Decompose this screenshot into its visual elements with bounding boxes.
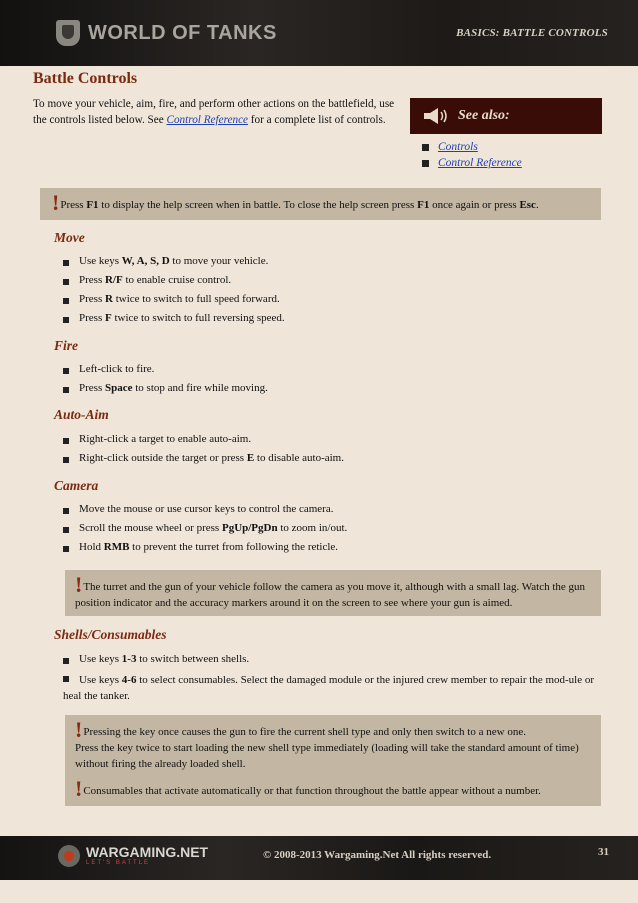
note-paragraph: Press the key twice to start loading the new shell type immediately (loading will take the standard amount of time) without firing the already loaded shell. [75, 742, 579, 770]
page-header [0, 0, 638, 66]
key-label: R [104, 293, 113, 305]
note-text: once again or press [429, 199, 520, 211]
list-item [63, 382, 268, 401]
bullet-icon [63, 279, 69, 285]
intro-text-2: for a complete list of controls. [248, 114, 386, 126]
item-text: Use keys [79, 674, 122, 686]
intro-text-1: To move your vehicle, aim, fire, and perform other actions on the battlefield, use the controls listed below. See [33, 98, 395, 126]
section-title-fire: Fire [54, 338, 79, 353]
item-text: Scroll the mouse wheel or press [79, 522, 222, 534]
exclamation-icon: ! [75, 572, 83, 597]
wargaming-tagline: LET'S BATTLE [86, 860, 151, 866]
wargaming-logo-text: WARGAMING.NET [86, 844, 209, 860]
key-label: F1 [86, 199, 99, 211]
megaphone-icon [422, 107, 452, 125]
key-label: RMB [103, 541, 130, 553]
see-also-title: See also: [458, 108, 510, 123]
item-text: twice to switch to full speed forward. [112, 293, 280, 305]
note-paragraph [75, 717, 591, 742]
bullet-icon [63, 438, 69, 444]
header-section-title: BASICS: BATTLE CONTROLS [456, 27, 608, 39]
list-item [63, 672, 603, 704]
item-text: to move your vehicle. [169, 255, 269, 267]
bullet-icon [63, 387, 69, 393]
key-label: Esc [519, 199, 536, 211]
list-item [63, 522, 347, 541]
item-text: Left-click to fire. [79, 363, 155, 375]
bullet-icon [63, 658, 69, 664]
camera-list [63, 503, 347, 560]
key-label: 4-6 [121, 674, 137, 686]
bullet-icon [63, 317, 69, 323]
note-paragraph [75, 776, 591, 801]
key-label: Space [104, 382, 133, 394]
control-reference-link-2[interactable]: Control Reference [438, 157, 522, 169]
bullet-icon [422, 144, 429, 151]
section-title-auto-aim: Auto-Aim [54, 407, 109, 422]
note-text: Consumables that activate automatically or that function throughout the battle appear without a number. [83, 785, 541, 797]
item-text: to switch between shells. [136, 653, 250, 665]
item-text: to zoom in/out. [277, 522, 348, 534]
list-item [63, 274, 285, 293]
bullet-icon [63, 298, 69, 304]
item-text: Use keys [79, 255, 122, 267]
item-text: to stop and fire while moving. [132, 382, 268, 394]
bullet-icon [63, 260, 69, 266]
copyright-text: © 2008-2013 Wargaming.Net All rights reserved. [263, 849, 492, 861]
item-text: Move the mouse or use cursor keys to control the camera. [79, 503, 334, 515]
list-item [422, 155, 522, 171]
list-item [422, 139, 522, 155]
key-label: PgUp/PgDn [221, 522, 278, 534]
bullet-icon [63, 676, 69, 682]
fire-list [63, 363, 268, 401]
note-text: to display the help screen when in battle. To close the help screen press [98, 199, 418, 211]
key-label: F1 [417, 199, 430, 211]
help-screen-note [40, 188, 601, 220]
item-text: Right-click a target to enable auto-aim. [79, 433, 252, 445]
item-text: to select consumables. Select the damaged module or the injured crew member to repair the mod-ule or heal the tanker. [63, 674, 595, 702]
list-item [63, 255, 285, 274]
item-text: Use keys [79, 653, 122, 665]
bullet-icon [63, 368, 69, 374]
page-number: 31 [598, 846, 609, 858]
shield-icon [56, 20, 80, 46]
list-item [63, 293, 285, 312]
controls-link[interactable]: Controls [438, 141, 478, 153]
item-text: Right-click outside the target or press [79, 452, 247, 464]
control-reference-link[interactable]: Control Reference [166, 114, 248, 126]
note-text: . [535, 199, 539, 211]
list-item [63, 312, 285, 331]
exclamation-icon: ! [75, 776, 83, 801]
item-text: Hold [79, 541, 104, 553]
item-text: to disable auto-aim. [254, 452, 344, 464]
see-also-box [410, 98, 602, 134]
move-list [63, 255, 285, 331]
auto-aim-list [63, 433, 344, 471]
list-item [63, 503, 347, 522]
world-of-tanks-logo [56, 20, 277, 46]
page-footer [0, 836, 638, 880]
bullet-icon [422, 160, 429, 167]
key-label: 1-3 [121, 653, 137, 665]
key-label: E [246, 452, 255, 464]
section-title-shells: Shells/Consumables [54, 627, 167, 642]
page-title: Battle Controls [33, 70, 138, 87]
note-text: Pressing the key once causes the gun to fire the current shell type and only then switch to a new one. [83, 726, 526, 738]
item-text: twice to switch to full reversing speed. [111, 312, 285, 324]
section-title-camera: Camera [54, 478, 99, 493]
list-item [63, 653, 603, 672]
item-text: to prevent the turret from following the reticle. [129, 541, 339, 553]
list-item [63, 452, 344, 471]
item-text: to enable cruise control. [122, 274, 232, 286]
bullet-icon [63, 457, 69, 463]
key-label: F [104, 312, 112, 324]
exclamation-icon: ! [52, 190, 60, 215]
list-item [63, 433, 344, 452]
item-text: Press [79, 382, 105, 394]
note-text: Press [60, 199, 87, 211]
section-title-move: Move [54, 230, 85, 245]
key-label: R/F [104, 274, 123, 286]
note-text: The turret and the gun of your vehicle follow the camera as you move it, although with a small lag. Watch the gun position indicator and the accuracy markers around it on the screen to see where your gun is aimed. [75, 581, 586, 609]
camera-note [65, 570, 601, 616]
list-item [63, 541, 347, 560]
bullet-icon [63, 546, 69, 552]
shells-list [63, 653, 603, 704]
item-text: Press [79, 312, 105, 324]
intro-paragraph [33, 96, 406, 128]
see-also-list [422, 139, 522, 171]
item-text: Press [79, 274, 105, 286]
key-label: W, A, S, D [121, 255, 170, 267]
list-item [63, 363, 268, 382]
wargaming-icon [58, 845, 80, 867]
bullet-icon [63, 527, 69, 533]
item-text: Press [79, 293, 105, 305]
bullet-icon [63, 508, 69, 514]
logo-text: WORLD OF TANKS [88, 21, 277, 44]
shells-note [65, 715, 601, 806]
wargaming-logo [58, 845, 208, 867]
exclamation-icon: ! [75, 717, 83, 742]
